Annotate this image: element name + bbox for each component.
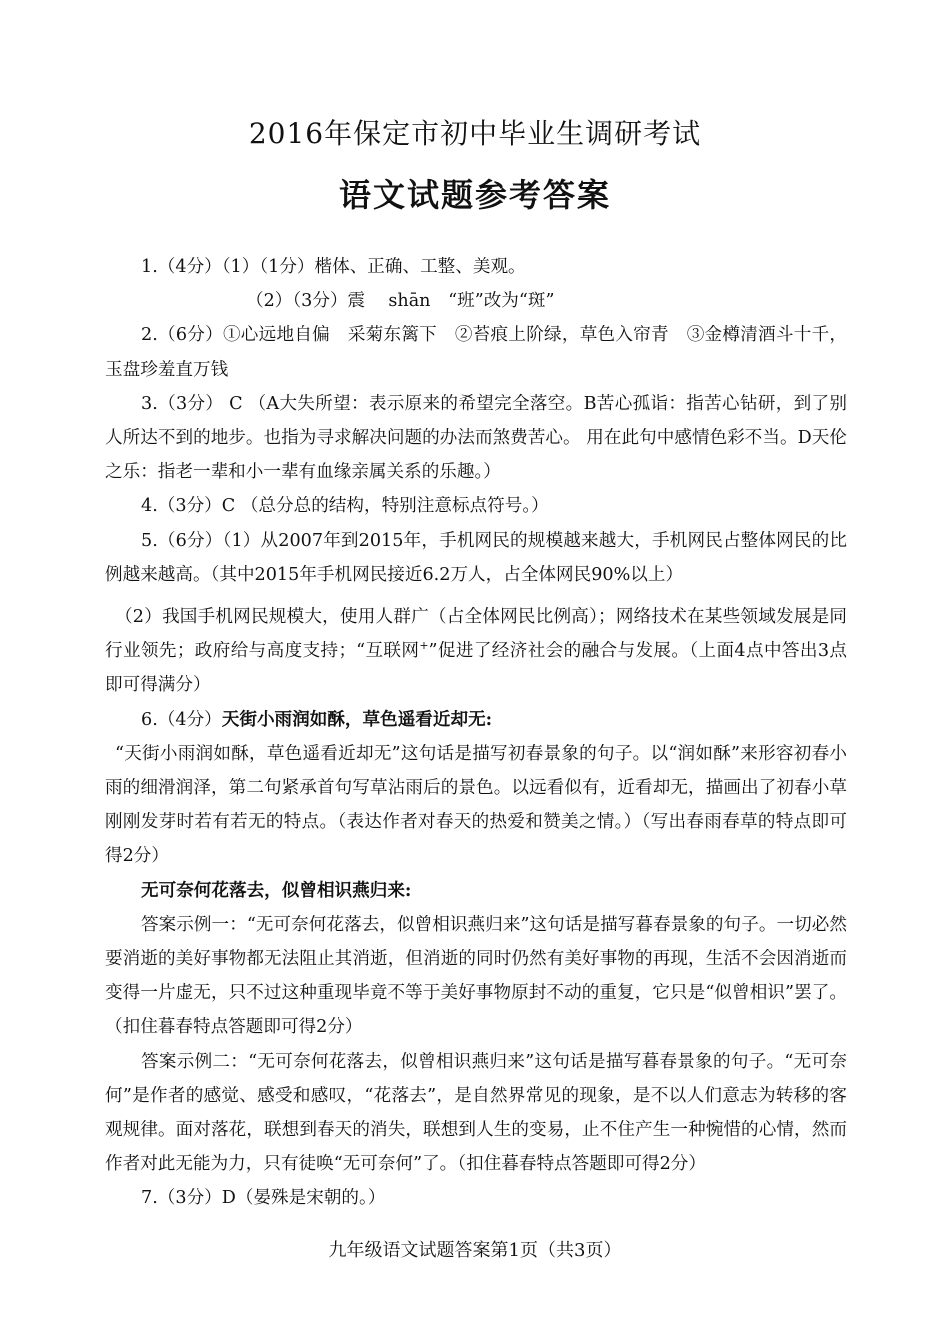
answer-q6-example2: 答案示例二：“无可奈何花落去，似曾相识燕归来”这句话是描写暮春景象的句子。“无可奈何”是作者的感觉、感受和感叹，“花落去”，是自然界常见的现象，是不以人们意志为转移的客观规律。面对落花，联想到春天的消失，联想到人生的变易，止不住产生一种惋惜的心情，然而作者对此无能为力，只有徒唤“无可奈何”了。（扣住暮春特点答题即可得2分） — [105, 1051, 847, 1175]
answer-q6-example1: 答案示例一：“无可奈何花落去，似曾相识燕归来”这句话是描写暮春景象的句子。一切必然要消逝的美好事物都无法阻止其消逝，但消逝的同时仍然有美好事物的再现，生活不会因消逝而变得一片虚无，只不过这种重现毕竟不等于美好事物原封不动的重复，它只是“似曾相识”罢了。（扣住暮春特点答题即可得2分） — [105, 914, 847, 1038]
answer-q2: 2.（6分）①心远地自偏 采菊东篱下 ②苔痕上阶绿，草色入帘青 ③金樽清酒斗十千，玉盘珍羞直万钱 — [105, 325, 847, 380]
answer-body — [105, 250, 847, 1216]
answer-q1-part1: 1.（4分）（1）（1分）楷体、正确、工整、美观。 — [141, 257, 526, 277]
answer-q5-part2 — [105, 600, 847, 703]
document-subtitle: 语文试题参考答案 — [338, 176, 611, 214]
superscript-plus: + — [419, 639, 429, 653]
exam-title: 2016年保定市初中毕业生调研考试 — [248, 117, 702, 150]
answer-q1-part2: （2）（3分）震 shān “班”改为“斑” — [246, 291, 555, 312]
answer-q6-heading — [105, 703, 847, 737]
answer-q5-part2-text-b: ”促进了经济社会的融合与发展。（上面4点中答出3点即可得满分） — [105, 641, 847, 696]
answer-q6-analysis1: “天街小雨润如酥，草色遥看近却无”这句话是描写初春景象的句子。以“润如酥”来形容初春小雨的细滑润泽，第二句紧承首句写草沾雨后的景色。以远看似有，近看却无，描画出了初春小草刚刚发芽时若有若无的特点。（表达作者对春天的热爱和赞美之情。）（写出春雨春草的特点即可得2分） — [105, 743, 847, 867]
answer-q6-poem-line1: 天街小雨润如酥，草色遥看近却无: — [221, 708, 493, 730]
answer-q4: 4.（3分）C （总分总的结构，特别注意标点符号。） — [141, 496, 549, 517]
answer-q6-label: 6.（4分） — [141, 709, 222, 730]
answer-q3: 3.（3分） C （A大失所望：表示原来的希望完全落空。B苦心孤诣：指苦心钻研，到了别人所达不到的地步。也指为寻求解决问题的办法而煞费苦心。 用在此句中感情色彩不当。D天伦之乐：指老一辈和小一辈有血缘亲属关系的乐趣。） — [105, 393, 847, 483]
answer-q6-poem-line2: 无可奈何花落去，似曾相识燕归来: — [141, 879, 412, 901]
answer-q5-part1: 5.（6分）（1）从2007年到2015年，手机网民的规模越来越大，手机网民占整体网民的比例越来越高。（其中2015年手机网民接近6.2万人，占全体网民90%以上） — [105, 530, 847, 585]
answer-q5-part2-text-a: （2）我国手机网民规模大，使用人群广（占全体网民比例高）；网络技术在某些领域发展是同行业领先；政府给与高度支持；“互联网 — [105, 607, 847, 662]
page-footer: 九年级语文试题答案第1页（共3页） — [328, 1240, 622, 1261]
answer-q7: 7.（3分）D（晏殊是宋朝的。） — [141, 1188, 386, 1209]
